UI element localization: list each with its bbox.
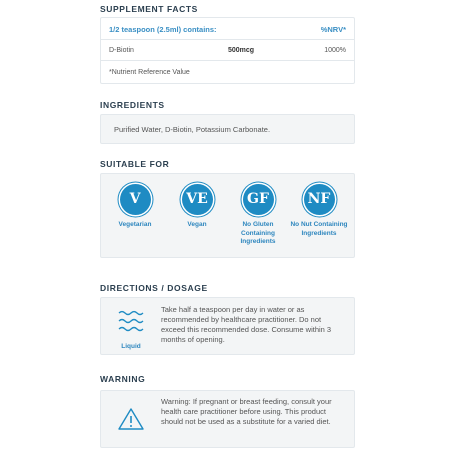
ingredients-panel	[100, 114, 355, 144]
liquid-label: Liquid	[121, 343, 141, 350]
badge-label: Vegetarian	[118, 221, 152, 228]
facts-item-amount: 500mcg	[228, 47, 255, 54]
supplement-facts-title: SUPPLEMENT FACTS	[100, 4, 198, 14]
directions-title: DIRECTIONS / DOSAGE	[100, 283, 208, 293]
directions-panel	[100, 297, 355, 355]
badge-gluten-free	[228, 184, 288, 247]
warning-title: WARNING	[100, 374, 146, 384]
facts-footnote: *Nutrient Reference Value	[109, 69, 190, 76]
badge-label: No Gluten Containing Ingredients	[240, 221, 276, 245]
suitable-for-panel	[100, 173, 355, 258]
warning-indicator	[116, 407, 146, 436]
facts-serving-label: 1/2 teaspoon (2.5ml) contains:	[109, 25, 217, 34]
gluten-free-icon: GF	[243, 184, 274, 215]
badge-vegan	[167, 184, 227, 230]
suitable-for-title: SUITABLE FOR	[100, 159, 170, 169]
warning-text: Warning: If pregnant or breast feeding, consult your health care practitioner before using. This product should not be used as a substitute for a varied diet.	[161, 397, 332, 426]
facts-header-row	[101, 18, 354, 40]
vegetarian-icon: V	[120, 184, 151, 215]
ingredients-title: INGREDIENTS	[100, 100, 165, 110]
nut-free-icon: NF	[304, 184, 335, 215]
facts-item-name: D-Biotin	[109, 47, 134, 54]
supplement-facts-table	[100, 17, 355, 84]
badge-vegetarian	[105, 184, 165, 230]
facts-item-nrv: 1000%	[324, 47, 346, 54]
facts-nrv-header: %NRV*	[320, 25, 346, 34]
ingredients-text: Purified Water, D-Biotin, Potassium Carbonate.	[114, 125, 271, 134]
badge-nut-free	[289, 184, 349, 238]
vegan-icon: VE	[182, 184, 213, 215]
liquid-indicator	[116, 308, 146, 350]
directions-text: Take half a teaspoon per day in water or as recommended by healthcare practitioner. Do not exceed this recommended dose. Consume within 3 months of opening.	[161, 305, 332, 344]
badge-label: Vegan	[187, 221, 207, 228]
liquid-waves-icon	[116, 308, 146, 334]
facts-row-d-biotin	[101, 40, 354, 61]
warning-panel	[100, 390, 355, 448]
facts-footnote-row	[101, 61, 354, 84]
badge-label: No Nut Containing Ingredients	[290, 221, 348, 237]
warning-triangle-icon	[116, 407, 146, 431]
